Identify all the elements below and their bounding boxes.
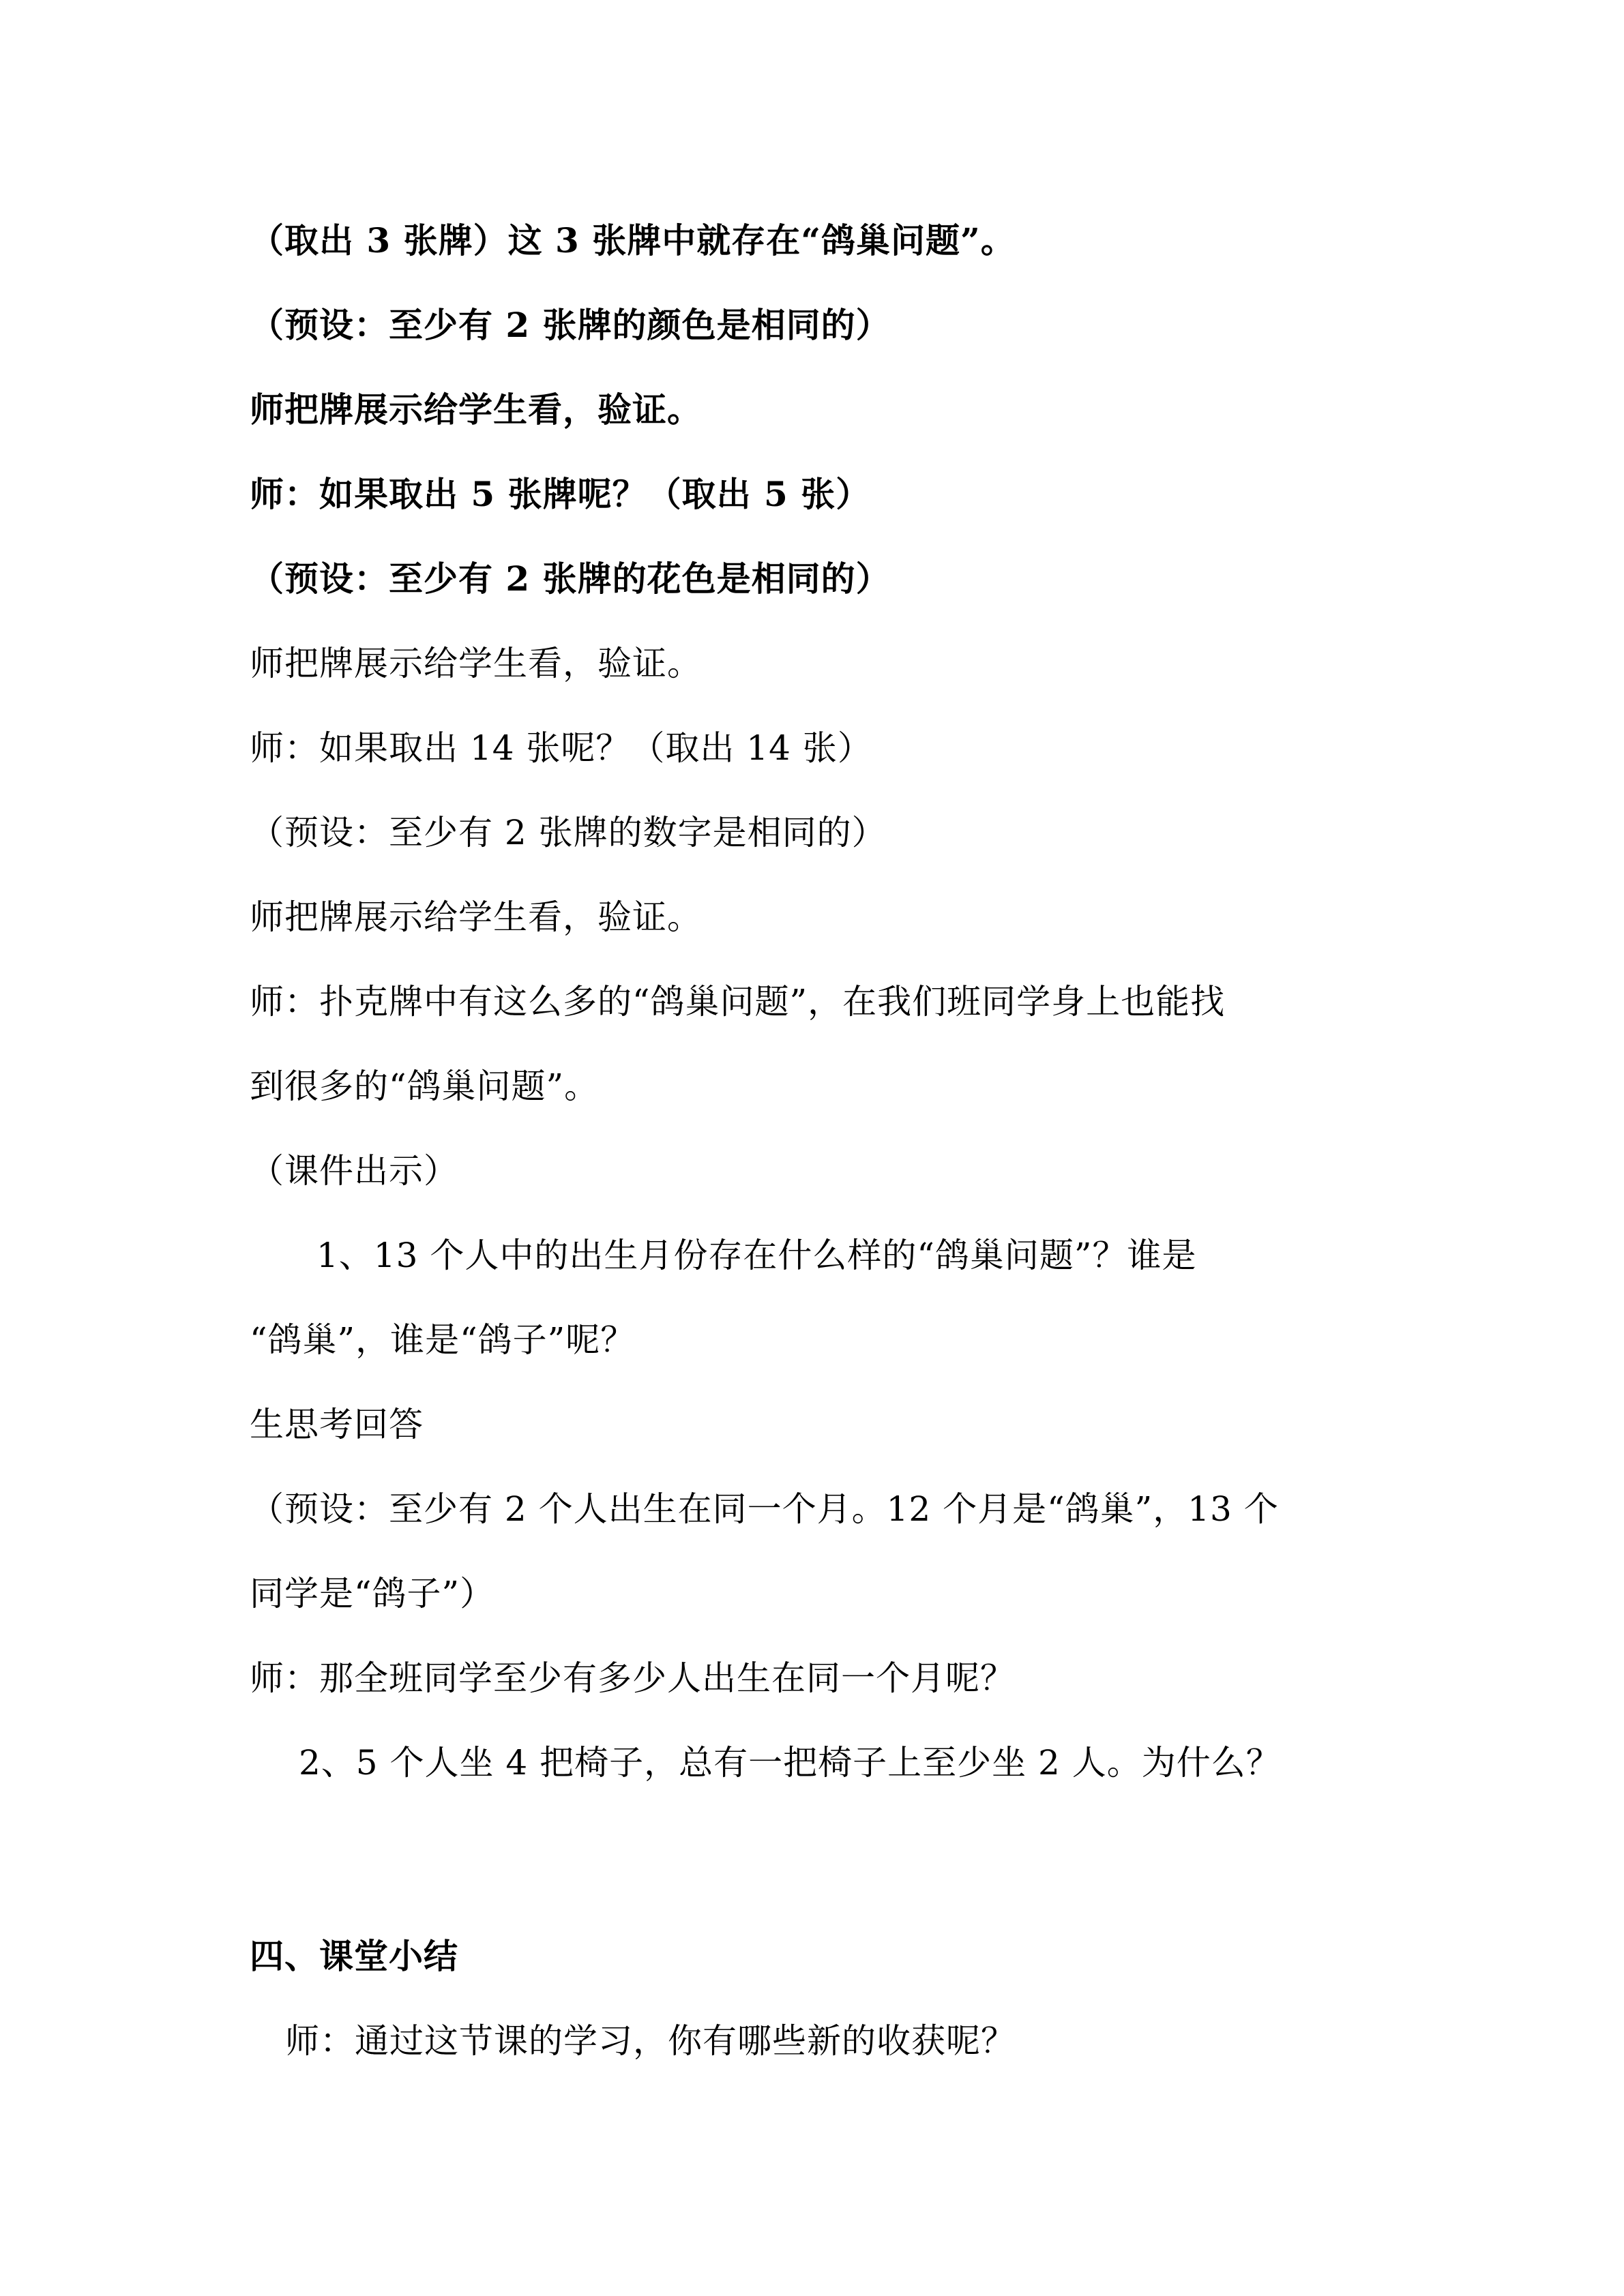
paragraph-question-1: 1、13 个人中的出生月份存在什么样的“鸽巢问题”？谁是: [316, 1236, 1197, 1275]
paragraph-take-3-cards: （取出 3 张牌）这 3 张牌中就存在“鸽巢问题”。: [250, 220, 1016, 260]
paragraph-take-14-cards: 师：如果取出 14 张呢？（取出 14 张）: [250, 728, 872, 768]
paragraph-show-verify-1: 师把牌展示给学生看，验证。: [250, 389, 702, 430]
paragraph-student-answer: 生思考回答: [250, 1405, 424, 1444]
paragraph-preset-number: （预设：至少有 2 张牌的数字是相同的）: [250, 813, 887, 852]
paragraph-preset-month-cont: 同学是“鸽子”）: [250, 1574, 495, 1613]
paragraph-take-5-cards: 师：如果取出 5 张牌呢？（取出 5 张）: [250, 474, 871, 514]
paragraph-summary-question: 师：通过这节课的学习，你有哪些新的收获呢？: [285, 2021, 1016, 2061]
paragraph-preset-color: （预设：至少有 2 张牌的颜色是相同的）: [250, 305, 891, 345]
paragraph-whole-class: 师：那全班同学至少有多少人出生在同一个月呢？: [250, 1658, 1015, 1698]
section-heading-summary: 四、课堂小结: [250, 1936, 458, 1976]
paragraph-poker-pigeonhole: 师：扑克牌中有这么多的“鸽巢问题”，在我们班同学身上也能找: [250, 982, 1226, 1022]
paragraph-poker-pigeonhole-cont: 到很多的“鸽巢问题”。: [250, 1067, 600, 1106]
paragraph-question-2: 2、5 个人坐 4 把椅子，总有一把椅子上至少坐 2 人。为什么？: [299, 1743, 1281, 1783]
paragraph-question-1-cont: “鸽巢”，谁是“鸽子”呢？: [250, 1320, 636, 1360]
paragraph-preset-month: （预设：至少有 2 个人出生在同一个月。12 个月是“鸽巢”，13 个: [250, 1489, 1279, 1529]
paragraph-preset-suit: （预设：至少有 2 张牌的花色是相同的）: [250, 558, 891, 599]
paragraph-show-verify-2: 师把牌展示给学生看，验证。: [250, 644, 702, 683]
paragraph-show-verify-3: 师把牌展示给学生看，验证。: [250, 897, 702, 937]
paragraph-courseware: （课件出示）: [250, 1151, 458, 1191]
